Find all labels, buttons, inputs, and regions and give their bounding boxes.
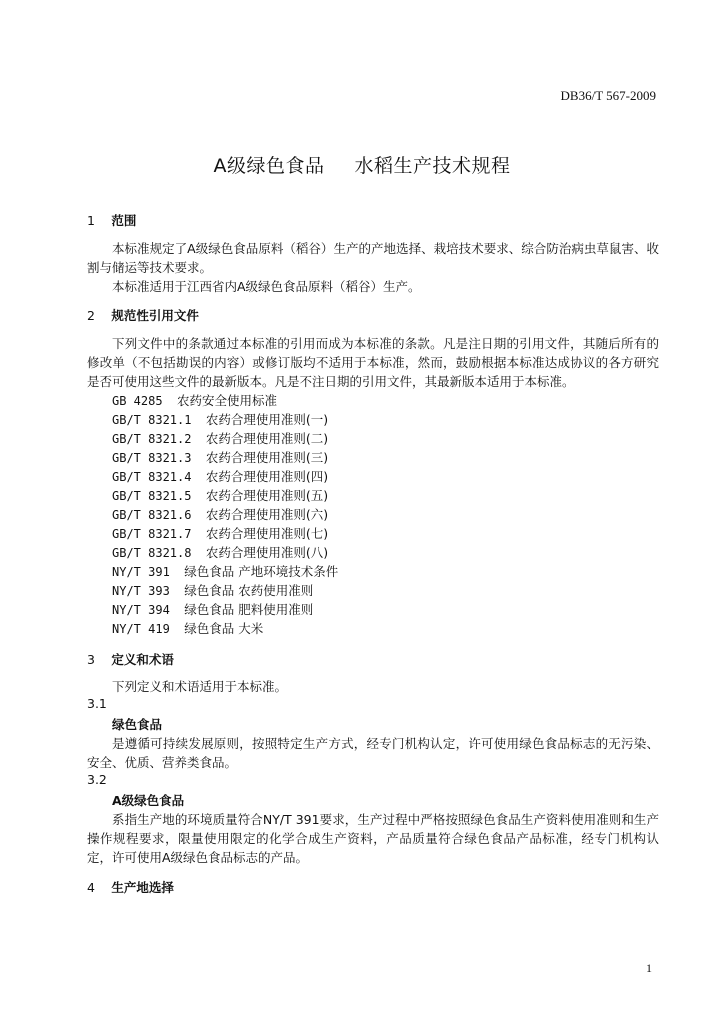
scope-paragraph-2: 本标准适用于江西省内A级绿色食品原料（稻谷）生产。 — [112, 279, 421, 294]
reference-code: GB/T 8321.5 — [112, 489, 206, 503]
reference-code: GB/T 8321.1 — [112, 413, 206, 427]
definitions-intro: 下列定义和术语适用于本标准。 — [112, 679, 288, 694]
reference-item — [112, 448, 328, 468]
doc-code: DB36/T 567-2009 — [560, 88, 656, 103]
section-heading-references — [87, 306, 199, 324]
title-part2: 水稻生产技术规程 — [354, 155, 511, 177]
reference-title: 农药合理使用准则(一) — [205, 412, 329, 427]
section-heading-scope — [87, 211, 136, 229]
section-number: 1 — [87, 213, 95, 228]
reference-code: GB/T 8321.3 — [112, 451, 206, 465]
term-name: 绿色食品 — [112, 717, 163, 732]
reference-title: 农药合理使用准则(八) — [205, 545, 329, 560]
reference-item — [112, 429, 328, 449]
reference-item — [112, 562, 338, 582]
reference-code: GB/T 8321.7 — [112, 527, 206, 541]
reference-title: 绿色食品 农药使用准则 — [184, 583, 314, 598]
reference-code: GB/T 8321.6 — [112, 508, 206, 522]
reference-title: 农药安全使用标准 — [177, 393, 278, 408]
reference-title: 农药合理使用准则(六) — [205, 507, 329, 522]
reference-title: 农药合理使用准则(五) — [205, 488, 329, 503]
reference-item — [112, 410, 328, 430]
section-title: 范围 — [111, 213, 137, 228]
title-part1: A级绿色食品 — [213, 155, 325, 177]
reference-item — [112, 505, 328, 525]
reference-item — [112, 543, 328, 563]
term-number: 3.2 — [87, 772, 107, 787]
references-intro: 下列文件中的条款通过本标准的引用而成为本标准的条款。凡是注日期的引用文件，其随后所有的修改单（不包括勘误的内容）或修订版均不适用于本标准，然而，鼓励根据本标准达成协议的各方研究是否可使用这些文件的最新版本。凡是不注日期的引用文件，其最新版本适用于本标准。 — [87, 336, 659, 389]
reference-code: NY/T 419 — [112, 622, 185, 636]
section-number: 4 — [87, 880, 95, 895]
reference-item — [112, 391, 277, 411]
reference-title: 绿色食品 肥料使用准则 — [184, 602, 314, 617]
section-title: 生产地选择 — [111, 880, 174, 895]
section-heading-site-selection — [87, 878, 174, 896]
reference-code: GB 4285 — [112, 394, 178, 408]
term-definition: 是遵循可持续发展原则，按照特定生产方式，经专门机构认定，许可使用绿色食品标志的无污染、安全、优质、营养类食品。 — [87, 736, 659, 770]
reference-title: 农药合理使用准则(三) — [205, 450, 329, 465]
reference-item — [112, 524, 328, 544]
page-number: 1 — [646, 961, 652, 975]
page-title — [0, 151, 724, 178]
section-title: 定义和术语 — [111, 652, 174, 667]
section-heading-definitions — [87, 650, 174, 668]
section-title: 规范性引用文件 — [111, 308, 199, 323]
reference-code: GB/T 8321.2 — [112, 432, 206, 446]
term-definition: 系指生产地的环境质量符合NY/T 391要求，生产过程中严格按照绿色食品生产资料使用准则和生产操作规程要求，限量使用限定的化学合成生产资料，产品质量符合绿色食品产品标准，经专门机构认定，许可使用A级绿色食品标志的产品。 — [87, 812, 659, 865]
reference-code: GB/T 8321.8 — [112, 546, 206, 560]
reference-code: NY/T 391 — [112, 565, 185, 579]
reference-title: 农药合理使用准则(七) — [205, 526, 329, 541]
reference-code: GB/T 8321.4 — [112, 470, 206, 484]
reference-item — [112, 467, 328, 487]
reference-item — [112, 581, 313, 601]
reference-item — [112, 619, 263, 639]
reference-title: 农药合理使用准则(四) — [205, 469, 329, 484]
reference-code: NY/T 393 — [112, 584, 185, 598]
section-number: 3 — [87, 652, 95, 667]
reference-code: NY/T 394 — [112, 603, 185, 617]
reference-title: 绿色食品 大米 — [184, 621, 264, 636]
reference-title: 农药合理使用准则(二) — [205, 431, 329, 446]
scope-paragraph-1: 本标准规定了A级绿色食品原料（稻谷）生产的产地选择、栽培技术要求、综合防治病虫草鼠害、收割与储运等技术要求。 — [87, 241, 659, 275]
reference-item — [112, 600, 313, 620]
section-number: 2 — [87, 308, 95, 323]
term-number: 3.1 — [87, 696, 107, 711]
reference-title: 绿色食品 产地环境技术条件 — [184, 564, 339, 579]
term-name: A级绿色食品 — [112, 793, 185, 808]
reference-item — [112, 486, 328, 506]
